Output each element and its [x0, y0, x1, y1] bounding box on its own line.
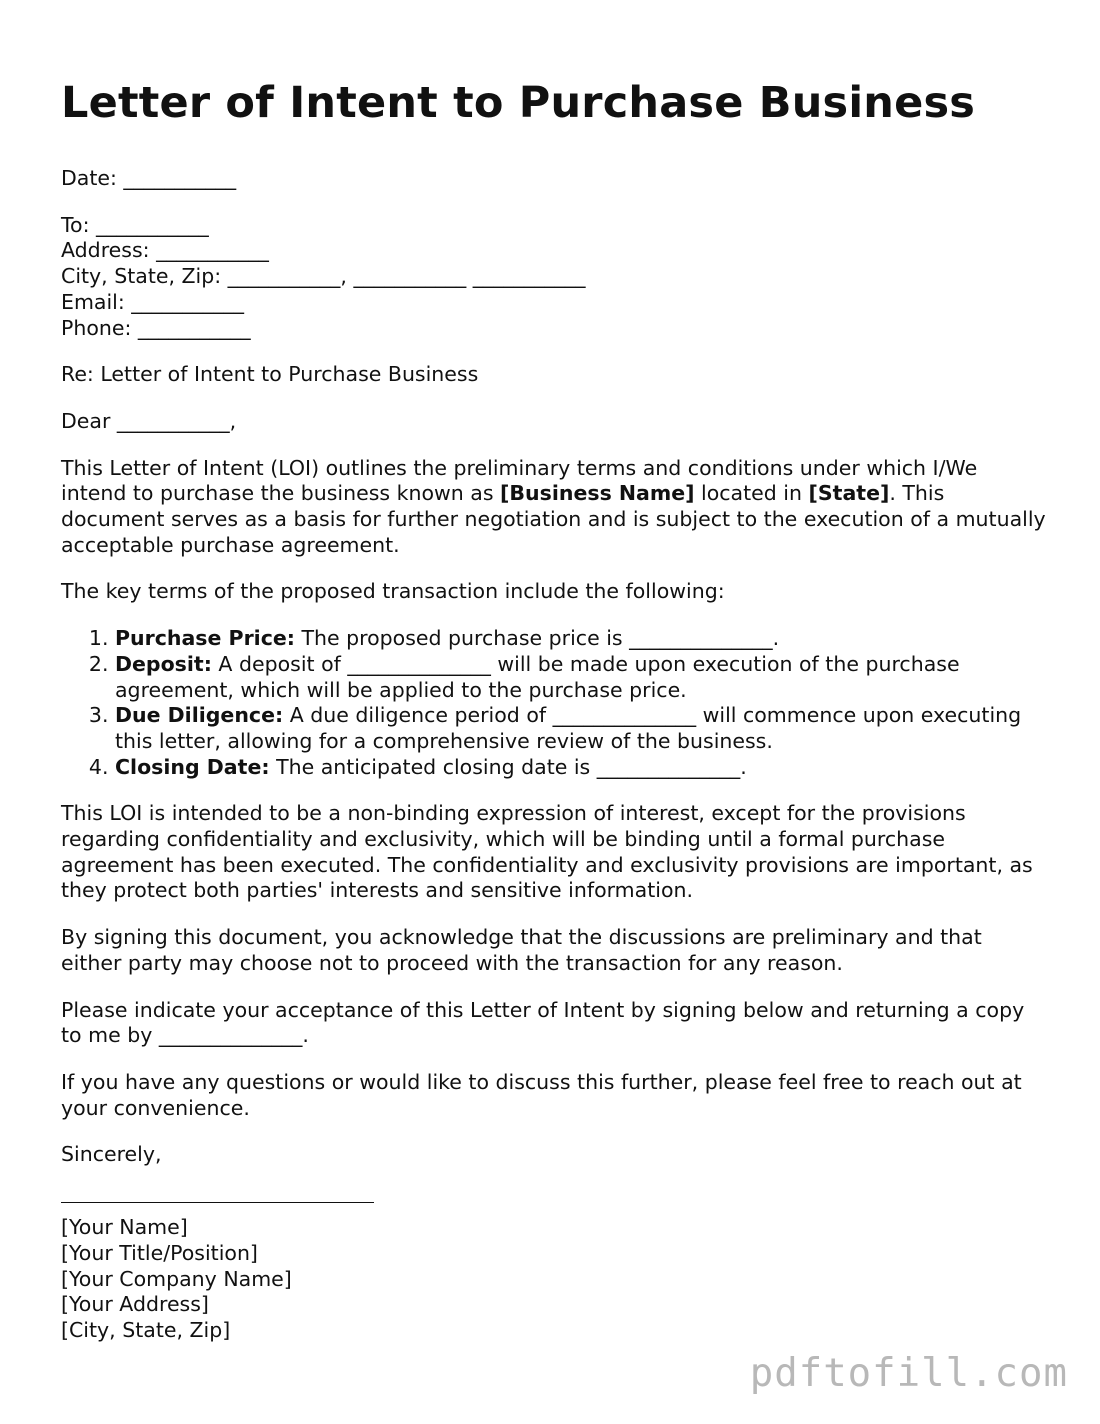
- signature-line: [61, 1202, 374, 1203]
- intro-text-1: This Letter of Intent (LOI) outlines the preliminary terms and conditions under which I/We intend to purchase the business known as: [61, 455, 978, 506]
- salutation: Dear ___________,: [61, 408, 237, 433]
- watermark: pdftofill.com: [749, 1351, 1068, 1396]
- term-item: [115, 755, 1046, 781]
- re-line: Re: Letter of Intent to Purchase Business: [61, 362, 479, 387]
- letter-document: [61, 74, 1046, 1344]
- recipient-city-state-zip: City, State, Zip: ___________, ___________ ___________: [61, 264, 586, 289]
- acknowledgement-paragraph: By signing this document, you acknowledge that the discussions are preliminary and that either party may choose not to proceed with the transaction for any reason.: [61, 925, 982, 975]
- signer-city-state-zip: [City, State, Zip]: [61, 1317, 231, 1342]
- terms-intro: The key terms of the proposed transaction include the following:: [61, 579, 725, 604]
- terms-list: [61, 626, 1046, 780]
- term-text: The anticipated closing date is ______________.: [269, 754, 747, 779]
- signer-address: [Your Address]: [61, 1292, 209, 1317]
- term-label: Due Diligence:: [115, 703, 284, 728]
- business-name-placeholder: [Business Name]: [500, 481, 695, 506]
- term-item: [115, 626, 1046, 652]
- document-title: Letter of Intent to Purchase Business: [61, 78, 976, 128]
- recipient-email: Email: ___________: [61, 289, 245, 314]
- recipient-block: [61, 213, 1046, 342]
- term-label: Purchase Price:: [115, 626, 295, 651]
- term-text: A due diligence period of ______________ will commence upon executing this letter, allowing for a comprehensive review of the business.: [115, 703, 1022, 753]
- term-item: [115, 652, 1046, 703]
- state-placeholder: [State]: [808, 481, 890, 506]
- recipient-phone: Phone: ___________: [61, 315, 251, 340]
- term-label: Deposit:: [115, 651, 212, 676]
- term-text: The proposed purchase price is ______________.: [294, 626, 780, 651]
- intro-text-2: located in: [694, 481, 809, 506]
- signer-title: [Your Title/Position]: [61, 1240, 258, 1265]
- binding-paragraph: This LOI is intended to be a non-binding expression of interest, except for the provisions regarding confidentiality and exclusivity, which will be binding until a formal purchase agreement has been executed. The confidentiality and exclusivity provisions are important, as they protect both parties' interests and sensitive information.: [61, 801, 1033, 903]
- term-label: Closing Date:: [115, 754, 270, 779]
- date-line: Date: ___________: [61, 166, 237, 190]
- term-text: A deposit of ______________ will be made upon execution of the purchase agreement, which will be applied to the purchase price.: [115, 651, 960, 702]
- signer-company: [Your Company Name]: [61, 1266, 292, 1291]
- term-item: [115, 703, 1046, 754]
- signer-name: [Your Name]: [61, 1215, 188, 1240]
- intro-paragraph: [61, 456, 1046, 559]
- signature-block: [61, 1215, 1046, 1344]
- recipient-to: To: ___________: [61, 212, 209, 237]
- closing: Sincerely,: [61, 1142, 162, 1167]
- intro-text-3: . This document serves as a basis for further negotiation and is subject to the execution of a mutually acceptable purchase agreement.: [61, 481, 1046, 557]
- questions-paragraph: If you have any questions or would like to discuss this further, please feel free to reach out at your convenience.: [61, 1069, 1022, 1120]
- recipient-address: Address: ___________: [61, 238, 269, 263]
- acceptance-paragraph: Please indicate your acceptance of this Letter of Intent by signing below and returning a copy to me by ______________.: [61, 997, 1025, 1048]
